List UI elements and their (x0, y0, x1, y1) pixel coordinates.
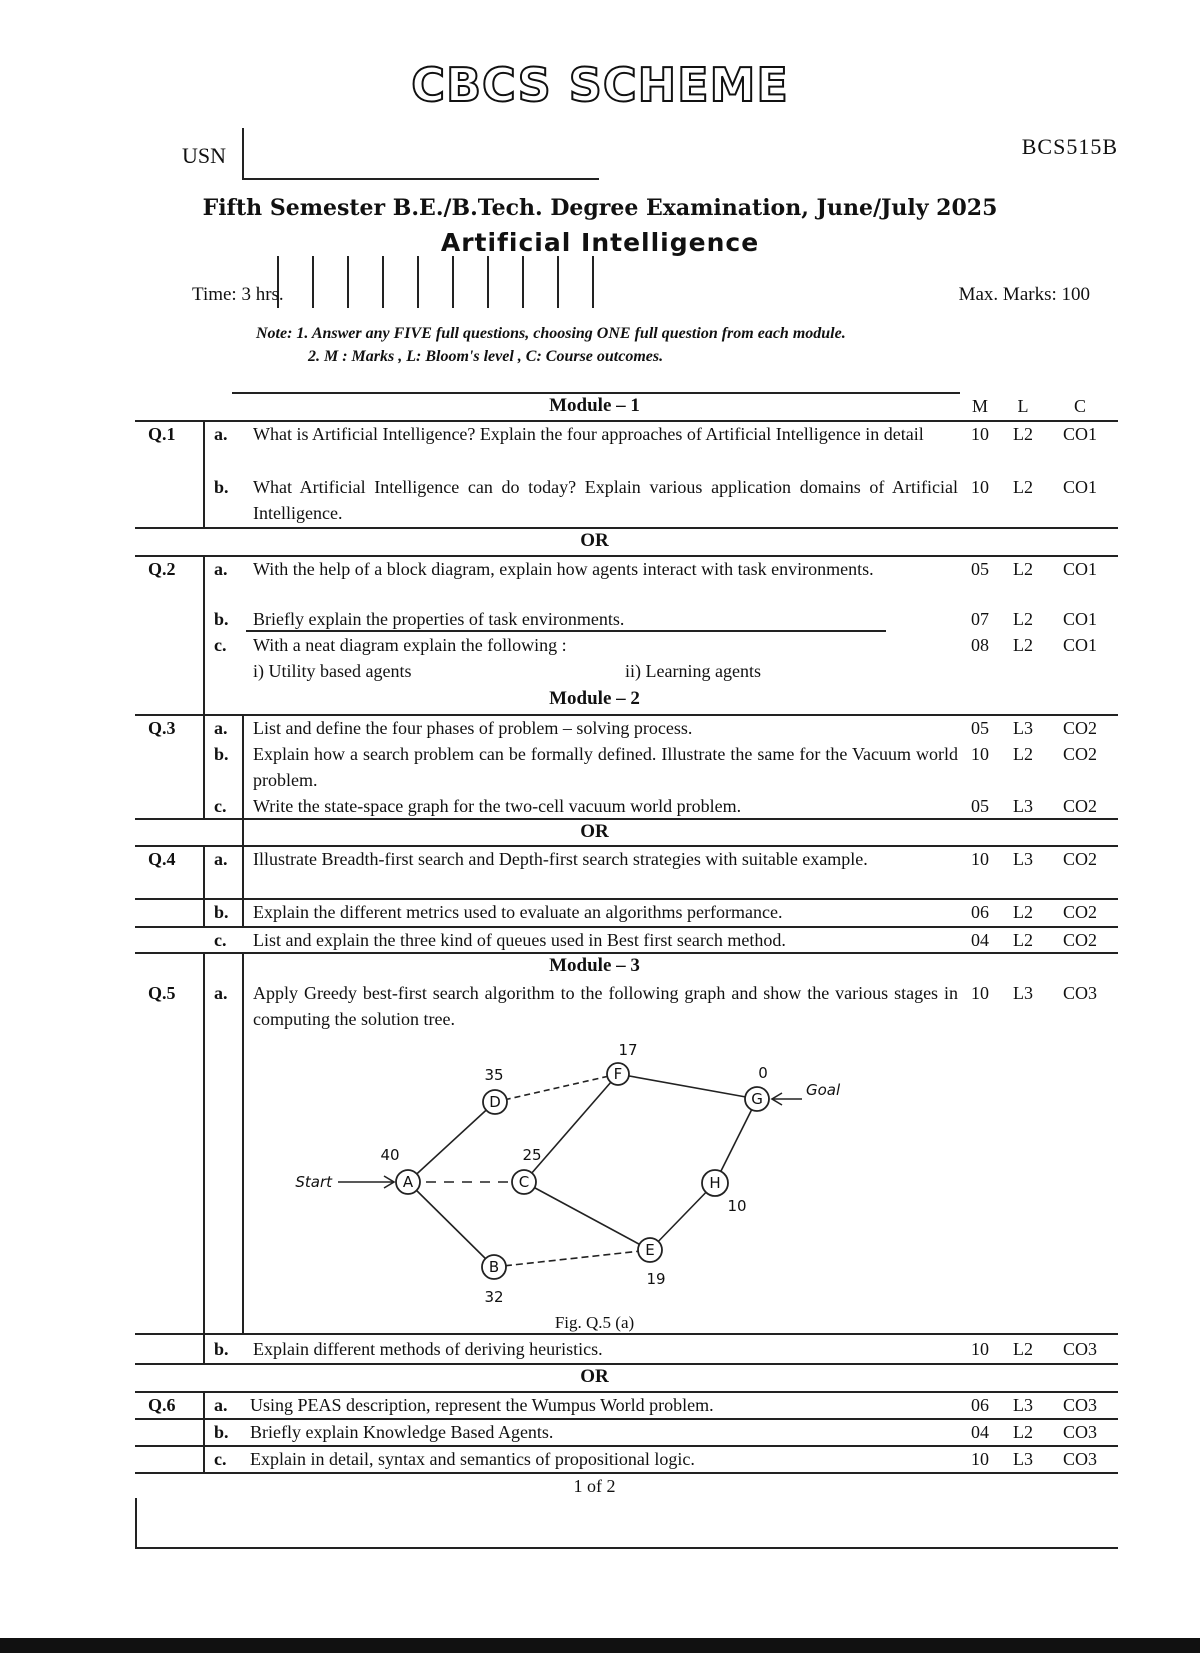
subject-title: Artificial Intelligence (440, 228, 760, 257)
usn-box[interactable] (384, 256, 419, 308)
question-text: List and define the four phases of problem – solving process. (253, 718, 693, 738)
question-number: Q.6 (148, 1395, 176, 1415)
edge-e-h (650, 1183, 715, 1250)
course-outcome: CO1 (1062, 635, 1097, 655)
sub-label: a. (214, 424, 228, 444)
question-text: What is Artificial Intelligence? Explain the four approaches of Artificial Intelligence in detail (253, 424, 924, 444)
sub-label: b. (214, 1339, 229, 1359)
question-text: Briefly explain the properties of task environments. (253, 609, 625, 629)
course-outcome: CO3 (1062, 1449, 1097, 1469)
node-h (702, 1170, 747, 1215)
marks: 10 (971, 424, 989, 444)
heuristic-value: 25 (522, 1146, 542, 1164)
node-f (607, 1041, 638, 1085)
marks: 10 (971, 744, 989, 764)
instructions-note (256, 322, 846, 368)
rule (203, 952, 205, 1363)
sub-label: c. (214, 635, 227, 655)
marks: 10 (971, 477, 989, 497)
marks: 10 (971, 1339, 989, 1359)
node-label: A (402, 1173, 414, 1191)
course-outcome: CO1 (1062, 477, 1097, 497)
level: L2 (1013, 609, 1033, 629)
node-d (483, 1066, 507, 1114)
question-text: With a neat diagram explain the following : (253, 635, 567, 655)
heuristic-value: 19 (646, 1270, 666, 1288)
question-number: Q.5 (148, 983, 176, 1003)
heuristic-value: 40 (380, 1146, 400, 1164)
col-header-level: L (1017, 396, 1029, 416)
note-line-2: 2. M : Marks , L: Bloom's level , C: Course outcomes. (308, 348, 664, 365)
col-header-outcome: C (1073, 396, 1086, 416)
start-label: Start (295, 1173, 332, 1191)
marks: 06 (971, 902, 989, 922)
sub-label: a. (214, 849, 228, 869)
node-label: D (489, 1093, 501, 1111)
rule (203, 420, 205, 527)
course-outcome: CO1 (1062, 424, 1097, 444)
usn-box[interactable] (489, 256, 524, 308)
heuristic-value: 32 (484, 1288, 504, 1306)
level: L2 (1013, 1339, 1033, 1359)
figure-caption: Fig. Q.5 (a) (554, 1313, 635, 1332)
node-label: E (645, 1241, 655, 1259)
sub-label: c. (214, 1449, 227, 1469)
level: L2 (1013, 930, 1033, 950)
sub-label: b. (214, 744, 229, 764)
node-b (482, 1255, 506, 1306)
node-label: H (709, 1174, 721, 1192)
edge-a-d (408, 1102, 495, 1182)
module-1-heading: Module – 1 (549, 395, 640, 416)
col-header-marks: M (971, 396, 988, 416)
marks: 10 (971, 1449, 989, 1469)
level: L2 (1013, 424, 1033, 444)
course-outcome: CO3 (1062, 1339, 1097, 1359)
time-duration: Time: 3 hrs. (192, 284, 284, 305)
course-code: BCS515B (1021, 134, 1118, 159)
course-outcome: CO3 (1062, 983, 1097, 1003)
usn-box[interactable] (279, 256, 314, 308)
course-outcome: CO1 (1062, 559, 1097, 579)
sub-label: a. (214, 1395, 228, 1415)
question-number: Q.4 (148, 849, 176, 869)
level: L3 (1013, 796, 1033, 816)
level: L3 (1013, 1449, 1033, 1469)
node-g (745, 1064, 769, 1111)
course-outcome: CO3 (1062, 1395, 1097, 1415)
question-text: Explain how a search problem can be formally defined. Illustrate the same for the Vacuum world problem. (253, 744, 958, 790)
usn-box[interactable] (419, 256, 454, 308)
marks: 10 (971, 849, 989, 869)
question-text: Illustrate Breadth-first search and Depth-first search strategies with suitable example. (253, 849, 868, 869)
level: L3 (1013, 1395, 1033, 1415)
marks: 05 (971, 796, 989, 816)
marks: 10 (971, 983, 989, 1003)
rule (135, 1547, 1118, 1549)
marks: 07 (971, 609, 989, 629)
course-outcome: CO2 (1062, 744, 1097, 764)
usn-box[interactable] (349, 256, 384, 308)
level: L2 (1013, 559, 1033, 579)
usn-box[interactable] (454, 256, 489, 308)
sub-label: a. (214, 718, 228, 738)
page-number: 1 of 2 (573, 1476, 616, 1496)
sub-label: c. (214, 930, 227, 950)
node-c (512, 1146, 542, 1194)
course-outcome: CO2 (1062, 849, 1097, 869)
level: L2 (1013, 477, 1033, 497)
edge-c-f (524, 1074, 618, 1182)
usn-box[interactable] (559, 256, 594, 308)
or-separator: OR (580, 530, 609, 551)
course-outcome: CO2 (1062, 796, 1097, 816)
usn-boxes[interactable] (242, 128, 599, 180)
heuristic-value: 35 (484, 1066, 504, 1084)
level: L3 (1013, 983, 1033, 1003)
marks: 08 (971, 635, 989, 655)
sub-label: b. (214, 1422, 229, 1442)
rule (203, 555, 205, 714)
marks: 06 (971, 1395, 989, 1415)
question-text: Explain different methods of deriving heuristics. (253, 1339, 603, 1359)
marks: 05 (971, 559, 989, 579)
sub-item: i) Utility based agents (253, 661, 412, 681)
marks: 04 (971, 1422, 989, 1442)
edge-f-g (618, 1074, 757, 1099)
node-e (638, 1238, 666, 1288)
rule (135, 1498, 137, 1547)
heuristic-value: 10 (727, 1197, 747, 1215)
search-graph-figure (242, 1035, 947, 1310)
level: L2 (1013, 902, 1033, 922)
level: L2 (1013, 1422, 1033, 1442)
exam-title: Fifth Semester B.E./B.Tech. Degree Examination, June/July 2025 (202, 195, 998, 221)
node-label: B (488, 1258, 500, 1276)
question-text: Briefly explain Knowledge Based Agents. (250, 1422, 554, 1442)
module-2-heading: Module – 2 (549, 688, 640, 709)
course-outcome: CO3 (1062, 1422, 1097, 1442)
marks: 04 (971, 930, 989, 950)
question-text: What Artificial Intelligence can do today? Explain various application domains of Artificial Intelligence. (253, 477, 958, 523)
course-outcome: CO2 (1062, 930, 1097, 950)
question-number: Q.2 (148, 559, 176, 579)
marks: 05 (971, 718, 989, 738)
level: L3 (1013, 849, 1033, 869)
node-label: G (751, 1090, 763, 1108)
edge-c-e (524, 1182, 650, 1250)
question-text: Explain in detail, syntax and semantics of propositional logic. (250, 1449, 695, 1469)
heuristic-value: 0 (758, 1064, 768, 1082)
question-text: With the help of a block diagram, explain how agents interact with task environments. (253, 559, 874, 579)
edge-b-e (494, 1250, 650, 1267)
heuristic-value: 17 (618, 1041, 638, 1059)
usn-box[interactable] (314, 256, 349, 308)
course-outcome: CO1 (1062, 609, 1097, 629)
max-marks: Max. Marks: 100 (958, 284, 1090, 305)
question-number: Q.1 (148, 424, 176, 444)
node-label: C (518, 1173, 530, 1191)
or-separator: OR (580, 821, 609, 842)
scan-edge (0, 1638, 1200, 1653)
sub-item: ii) Learning agents (625, 661, 761, 681)
note-line-1: Note: 1. Answer any FIVE full questions, choosing ONE full question from each module. (256, 325, 846, 342)
rule (203, 1391, 205, 1472)
node-label: F (613, 1065, 623, 1083)
rule (203, 845, 205, 926)
sub-label: b. (214, 902, 229, 922)
usn-box[interactable] (524, 256, 559, 308)
edge-a-b (408, 1182, 494, 1267)
rule (203, 714, 205, 818)
usn-label: USN (182, 143, 227, 168)
sub-label: b. (214, 477, 229, 497)
question-text: Apply Greedy best-first search algorithm to the following graph and show the various stages in computing the solution tree. (253, 983, 958, 1029)
sub-label: c. (214, 796, 227, 816)
course-outcome: CO2 (1062, 902, 1097, 922)
question-text: Using PEAS description, represent the Wumpus World problem. (250, 1395, 714, 1415)
edge-h-g (715, 1099, 757, 1183)
scheme-title: CBCS SCHEME (411, 58, 789, 112)
sub-label: a. (214, 983, 228, 1003)
course-outcome: CO2 (1062, 718, 1097, 738)
or-separator: OR (580, 1366, 609, 1387)
module-3-heading: Module – 3 (549, 955, 640, 976)
question-text: Explain the different metrics used to evaluate an algorithms performance. (253, 902, 783, 922)
level: L3 (1013, 718, 1033, 738)
level: L2 (1013, 744, 1033, 764)
question-text: Write the state-space graph for the two-cell vacuum world problem. (253, 796, 742, 816)
edge-d-f (495, 1074, 618, 1102)
goal-label: Goal (806, 1081, 841, 1099)
sub-label: b. (214, 609, 229, 629)
question-text: List and explain the three kind of queues used in Best first search method. (253, 930, 786, 950)
question-number: Q.3 (148, 718, 176, 738)
sub-label: a. (214, 559, 228, 579)
level: L2 (1013, 635, 1033, 655)
